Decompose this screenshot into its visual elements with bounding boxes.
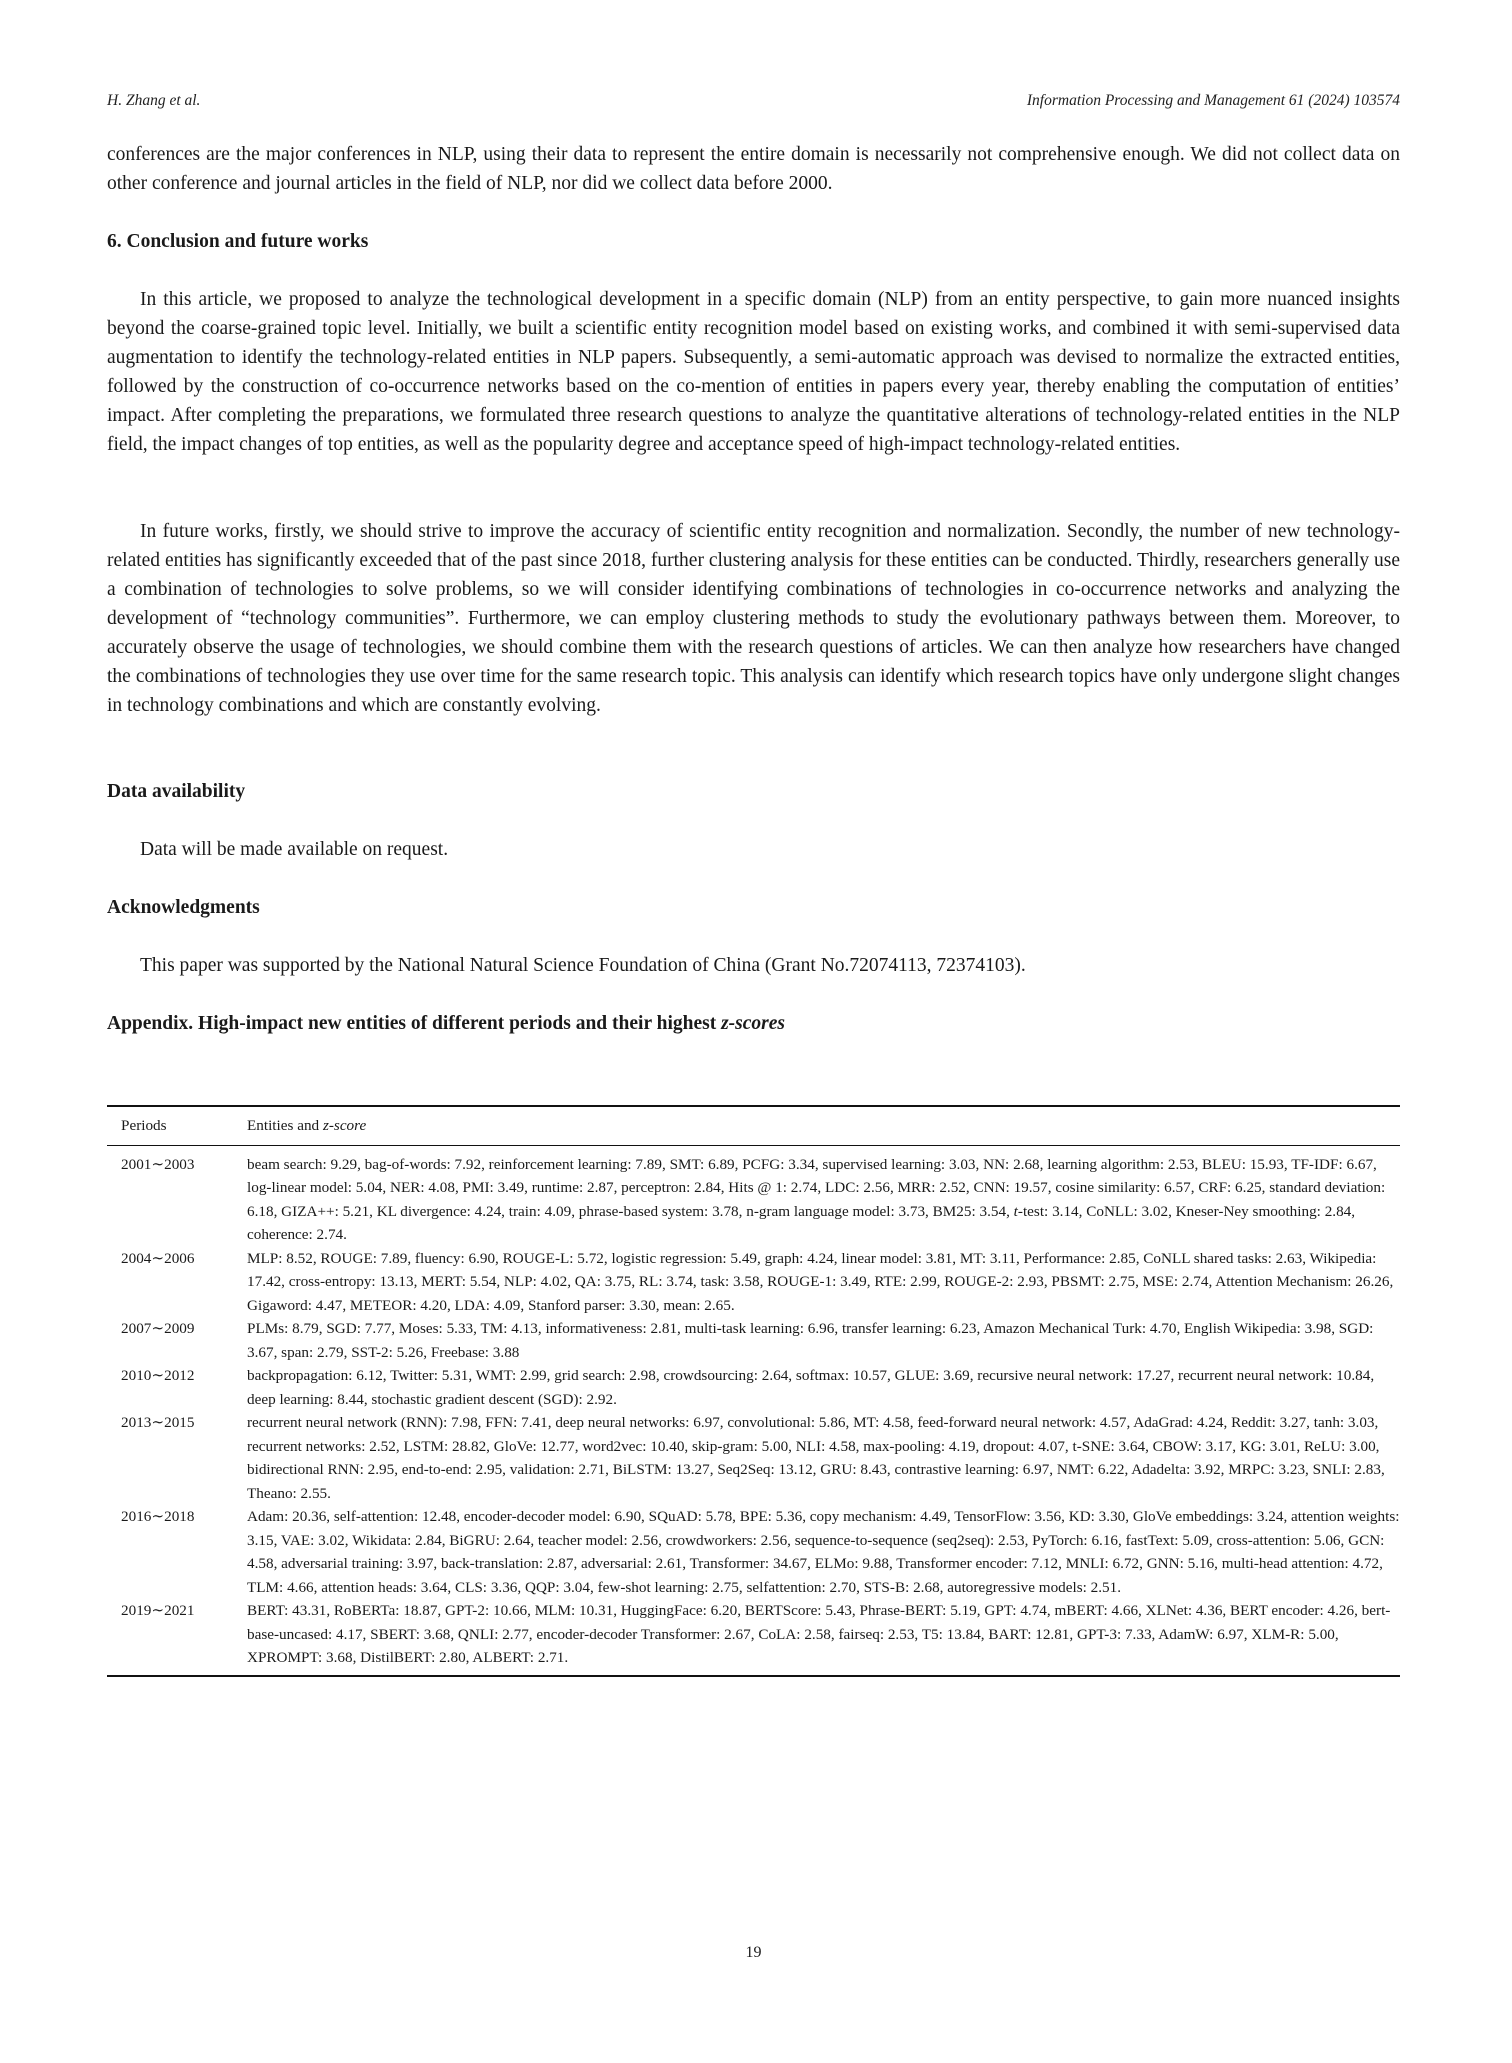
column-header-entities: [233, 1106, 1400, 1145]
period-cell: 2019∼2021: [121, 1602, 195, 1619]
column-header-periods: Periods: [121, 1117, 167, 1134]
table-row: [107, 1364, 1400, 1411]
period-cell: 2004∼2006: [121, 1249, 195, 1267]
entities-cell: [233, 1145, 1400, 1247]
appendix-table: [107, 1105, 1400, 1677]
header-journal: Information Processing and Management 61 (2024) 103574: [1026, 92, 1400, 109]
header-authors: H. Zhang et al.: [107, 92, 201, 109]
period-cell: 2007∼2009: [121, 1320, 195, 1337]
appendix-table-container: [107, 1105, 1400, 1677]
period-cell: 2016∼2018: [121, 1508, 195, 1525]
period-cell: 2010∼2012: [121, 1367, 195, 1384]
entities-italic-text: t: [1013, 1202, 1018, 1220]
entities-cell: backpropagation: 6.12, Twitter: 5.31, WMT: 2.99, grid search: 2.98, crowdsourcing: 2.64, softmax: 10.57, GLUE: 3.69, recursive neural network: 17.27, recurrent neural network: 10.84, deep learning: 8.44, stochastic gradient descent (SGD): 2.92.: [247, 1367, 1375, 1408]
acknowledgments-text: This paper was supported by the National Natural Science Foundation of China (Grant No.72074113, 72374103).: [140, 955, 1026, 976]
table-row: [107, 1505, 1400, 1599]
table-row: [107, 1411, 1400, 1505]
table-row: [107, 1599, 1400, 1676]
table-header-row: [107, 1106, 1400, 1145]
running-head: [107, 92, 1400, 116]
column-header-zscore: z-score: [322, 1117, 367, 1134]
column-header-entities-text: Entities and: [247, 1117, 323, 1134]
table-row: [107, 1317, 1400, 1364]
data-availability-text: Data will be made available on request.: [140, 839, 449, 860]
continuation-paragraph: conferences are the major conferences in NLP, using their data to represent the entire domain is necessarily not comprehensive enough. We did not collect data on other conference and journal articles in the field of NLP, nor did we collect data before 2000.: [107, 144, 1400, 194]
entities-cell: MLP: 8.52, ROUGE: 7.89, fluency: 6.90, ROUGE-L: 5.72, logistic regression: 5.49, graph: 4.24, linear model: 3.81, MT: 3.11, Performance: 2.85, CoNLL shared tasks: 2.63, Wikipedia: 17.42, cross-entropy: 13.13, MERT: 5.54, NLP: 4.02, QA: 3.75, RL: 3.74, task: 3.58, ROUGE-1: 3.49, RTE: 2.99, ROUGE-2: 2.93, PBSMT: 2.75, MSE: 2.74, Attention Mechanism: 26.26, Gigaword: 4.47, METEOR: 4.20, LDA: 4.09, Stanford parser: 3.30, mean: 2.65.: [247, 1249, 1394, 1314]
entities-text-continued: -test: 3.14, CoNLL: 3.02, Kneser-Ney smoothing: 2.84, coherence: 2.74.: [247, 1202, 1356, 1243]
appendix-heading-italic: z-scores: [721, 1013, 786, 1034]
period-cell: 2013∼2015: [121, 1414, 195, 1431]
entities-cell: BERT: 43.31, RoBERTa: 18.87, GPT-2: 10.66, MLM: 10.31, HuggingFace: 6.20, BERTScore: 5.43, Phrase-BERT: 5.19, GPT: 4.74, mBERT: 4.66, XLNet: 4.36, BERT encoder: 4.26, bert-base-uncased: 4.17, SBERT: 3.68, QNLI: 2.77, encoder-decoder Transformer: 2.67, CoLA: 2.58, fairseq: 2.53, T5: 13.84, BART: 12.81, GPT-3: 7.33, AdamW: 6.97, XLM-R: 5.00, XPROMPT: 3.68, DistilBERT: 2.80, ALBERT: 2.71.: [247, 1602, 1391, 1666]
section-heading-acknowledgments: Acknowledgments: [107, 897, 260, 918]
appendix-heading: [107, 1009, 785, 1038]
appendix-heading-prefix: Appendix. High-impact new entities of different periods and their highest: [107, 1013, 722, 1034]
table-row: [107, 1247, 1400, 1318]
table-row: [107, 1145, 1400, 1247]
page-number: 19: [745, 1944, 762, 1961]
period-cell: 2001∼2003: [121, 1155, 195, 1173]
entities-text: beam search: 9.29, bag-of-words: 7.92, reinforcement learning: 7.89, SMT: 6.89, PCFG: 3.34, supervised learning: 3.03, NN: 2.68, learning algorithm: 2.53, BLEU: 15.93, TF-IDF: 6.67, log-linear model: 5.04, NER: 4.08, PMI: 3.49, runtime: 2.87, perceptron: 2.84, Hits @ 1: 2.74, LDC: 2.56, MRR: 2.52, CNN: 19.57, cosine similarity: 6.57, CRF: 6.25, standard deviation: 6.18, GIZA++: 5.21, KL divergence: 4.24, train: 4.09, phrase-based system: 3.78, n-gram language model: 3.73, BM25: 3.54,: [247, 1155, 1386, 1220]
entities-cell: recurrent neural network (RNN): 7.98, FFN: 7.41, deep neural networks: 6.97, convolutional: 5.86, MT: 4.58, feed-forward neural network: 4.57, AdaGrad: 4.24, Reddit: 3.27, tanh: 3.03, recurrent networks: 2.52, LSTM: 28.82, GloVe: 12.77, word2vec: 10.40, skip-gram: 5.00, NLI: 4.58, max-pooling: 4.19, dropout: 4.07, t-SNE: 3.64, CBOW: 3.17, KG: 3.01, ReLU: 3.00, bidirectional RNN: 2.95, end-to-end: 2.95, validation: 2.71, BiLSTM: 13.27, Seq2Seq: 13.12, GRU: 8.43, contrastive learning: 6.97, NMT: 6.22, Adadelta: 3.92, MRPC: 3.23, SNLI: 2.83, Theano: 2.55.: [247, 1414, 1385, 1502]
conclusion-paragraph-1: In this article, we proposed to analyze the technological development in a specific domain (NLP) from an entity perspective, to gain more nuanced insights beyond the coarse-grained topic level. Initially, we built a scientific entity recognition model based on existing works, and combined it with semi-supervised data augmentation to identify the technology-related entities in NLP papers. Subsequently, a semi-automatic approach was devised to normalize the extracted entities, followed by the construction of co-occurrence networks based on the co-mention of entities in papers every year, thereby enabling the computation of entities’ impact. After completing the preparations, we formulated three research questions to analyze the quantitative alterations of technology-related entities in the NLP field, the impact changes of top entities, as well as the popularity degree and acceptance speed of high-impact technology-related entities.: [107, 289, 1400, 455]
entities-cell: PLMs: 8.79, SGD: 7.77, Moses: 5.33, TM: 4.13, informativeness: 2.81, multi-task learning: 6.96, transfer learning: 6.23, Amazon Mechanical Turk: 4.70, English Wikipedia: 3.98, SGD: 3.67, span: 2.79, SST-2: 5.26, Freebase: 3.88: [247, 1320, 1374, 1361]
conclusion-paragraph-2: In future works, firstly, we should strive to improve the accuracy of scientific entity recognition and normalization. Secondly, the number of new technology-related entities has significantly exceeded that of the past since 2018, further clustering analysis for these entities can be conducted. Thirdly, researchers generally use a combination of technologies to solve problems, so we will consider identifying combinations of technologies in co-occurrence networks and analyzing the development of “technology communities”. Furthermore, we can employ clustering methods to study the evolutionary pathways between them. Moreover, to accurately observe the usage of technologies, we should combine them with the research questions of articles. We can then analyze how researchers have changed the combinations of technologies they use over time for the same research topic. This analysis can identify which research topics have only undergone slight changes in technology combinations and which are constantly evolving.: [107, 521, 1400, 716]
section-heading-data-availability: Data availability: [107, 781, 246, 802]
section-heading-conclusion: 6. Conclusion and future works: [107, 231, 369, 252]
entities-cell: Adam: 20.36, self-attention: 12.48, encoder-decoder model: 6.90, SQuAD: 5.78, BPE: 5.36, copy mechanism: 4.49, TensorFlow: 3.56, KD: 3.30, GloVe embeddings: 3.24, attention weights: 3.15, VAE: 3.02, Wikidata: 2.84, BiGRU: 2.64, teacher model: 2.56, crowdworkers: 2.56, sequence-to-sequence (seq2seq): 2.53, PyTorch: 6.16, fastText: 5.09, cross-attention: 5.06, GCN: 4.58, adversarial training: 3.97, back-translation: 2.87, adversarial: 2.61, Transformer: 34.67, ELMo: 9.88, Transformer encoder: 7.12, MNLI: 6.72, GNN: 5.16, multi-head attention: 4.72, TLM: 4.66, attention heads: 3.64, CLS: 3.36, QQP: 3.04, few-shot learning: 2.75, selfattention: 2.70, STS-B: 2.68, autoregressive models: 2.51.: [247, 1508, 1400, 1596]
